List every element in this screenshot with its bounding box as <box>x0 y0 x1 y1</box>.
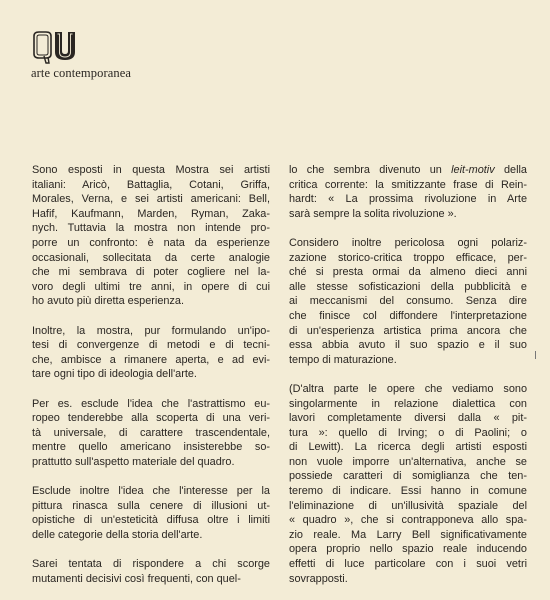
paragraph <box>289 236 527 367</box>
text-line: ropeo tenderebbe alla scoperta di una veri- <box>32 412 270 425</box>
text-line: tempo di maturazione. <box>289 353 397 366</box>
text-line: che, ambisce a rimanere aperta, e ad evi- <box>32 353 270 366</box>
text-line: tura »: quello di Irving; o di Paolini; o <box>289 426 527 439</box>
text-line: mutamenti decisivi così frequenti, con quel- <box>32 572 241 585</box>
text-line: Sarei tentata di rispondere a chi scorge <box>32 558 270 571</box>
text-line: voro degli ultimi tre anni, in opere di cui <box>32 280 270 293</box>
text-line: essa abbia avuto il suo spazio e il suo <box>289 339 527 352</box>
text-line: sovrapposti. <box>289 572 348 585</box>
left-column <box>32 163 270 586</box>
text-line: opera proprio nello spazio reale inducendo <box>289 543 527 556</box>
text-line: zio reale. Ma Larry Bell significativamente <box>289 528 527 541</box>
text-line: sarà sempre la solita rivoluzione ». <box>289 207 457 220</box>
text-line: Hafif, Kaufmann, Marden, Ryman, Zaka- <box>32 207 270 220</box>
qu-logo <box>31 30 83 66</box>
subtitle: arte contemporanea <box>31 66 132 80</box>
paragraph <box>32 484 270 542</box>
text-line: singolarmente in relazione dialettica con <box>289 397 527 410</box>
text-line: di un'esperienza artistica prima ancora che <box>289 324 527 337</box>
text-line: Esclude inoltre l'idea che l'interesse per la <box>32 485 270 498</box>
text-line: Considero inoltre pericolosa ogni polariz- <box>289 236 527 249</box>
paragraph <box>32 557 270 586</box>
text-line: alle stesse sofisticazioni della pubblicità e <box>289 280 527 293</box>
text-line: l'eliminazione di un'illusività spaziale del <box>289 499 527 512</box>
paragraph <box>289 163 527 221</box>
text-line: occasionali, sollecitata da certe analogie <box>32 251 270 264</box>
text-line: Sono esposti in questa Mostra sei artisti <box>32 164 270 176</box>
text-line: opistiche di un'esteticità diffusa oltre i limiti <box>32 514 270 527</box>
text-line: lo che sembra divenuto un leit-motiv della <box>289 164 527 176</box>
text-line: tesi di convergenze di metodi e di tecni- <box>32 339 270 352</box>
text-line: zazione storico-critica troppo efficace, per- <box>289 251 527 264</box>
text-line: ché si presta ormai da almeno dieci anni <box>289 266 527 279</box>
text-line: tà universale, di carattere trascendentale, <box>32 426 270 439</box>
right-column <box>289 163 527 586</box>
text-line: Morales, Verna, e sei artisti americani: Bell, <box>32 193 270 206</box>
text-line: teremo di indicare. Essi hanno in comune <box>289 485 527 498</box>
text-line: mentre quello americano insisterebbe so- <box>32 441 270 454</box>
text-line: Per es. esclude l'idea che l'astrattismo eu- <box>32 397 270 410</box>
margin-mark <box>535 351 536 359</box>
text-line: nych. Tuttavia la mostra non intende pro- <box>32 222 270 235</box>
text-line: hardt: « La prossima rivoluzione in Arte <box>289 193 527 206</box>
text-line: prattutto sull'aspetto materiale del quadro. <box>32 455 235 468</box>
text-line: Inoltre, la mostra, pur formulando un'ipo- <box>32 324 270 337</box>
paragraph <box>32 397 270 470</box>
paragraph <box>32 163 270 309</box>
text-line: « quadro », che si contrapponeva allo spa- <box>289 514 527 527</box>
text-line: effetti di luce particolare con i suoi vetri <box>289 558 527 571</box>
text-line: critica corrente: la smitizzante frase di Rein- <box>289 178 527 191</box>
paragraph <box>32 324 270 382</box>
text-line: che finisce col diffondere l'interpretazione <box>289 309 527 322</box>
text-line: di Lewitt). La ricerca degli artisti esposti <box>289 441 527 454</box>
text-line: ai meccanismi del consumo. Senza dire <box>289 295 527 308</box>
text-line: non vuole imporre un'alternativa, anche se <box>289 455 527 468</box>
text-line: (D'altra parte le opere che vediamo sono <box>289 382 527 395</box>
text-line: che mi sembrava di poter cogliere nel la- <box>32 266 270 279</box>
text-line: ho avuto più diretta esperienza. <box>32 295 184 308</box>
paragraph <box>289 382 527 586</box>
text-line: delle categorie della storia dell'arte. <box>32 528 203 541</box>
text-line: pittura rinasca sulla cenere di illusioni ut- <box>32 499 270 512</box>
text-line: italiani: Aricò, Battaglia, Cotani, Griffa, <box>32 178 270 191</box>
text-line: porre un confronto: è nata da esperienze <box>32 236 270 249</box>
text-line: lavori completamente diversi dalla « pit- <box>289 412 527 425</box>
text-line: tare ogni tipo di ideologia dell'arte. <box>32 368 197 381</box>
text-line: possiede caratteri di somiglianza che ten- <box>289 470 527 483</box>
